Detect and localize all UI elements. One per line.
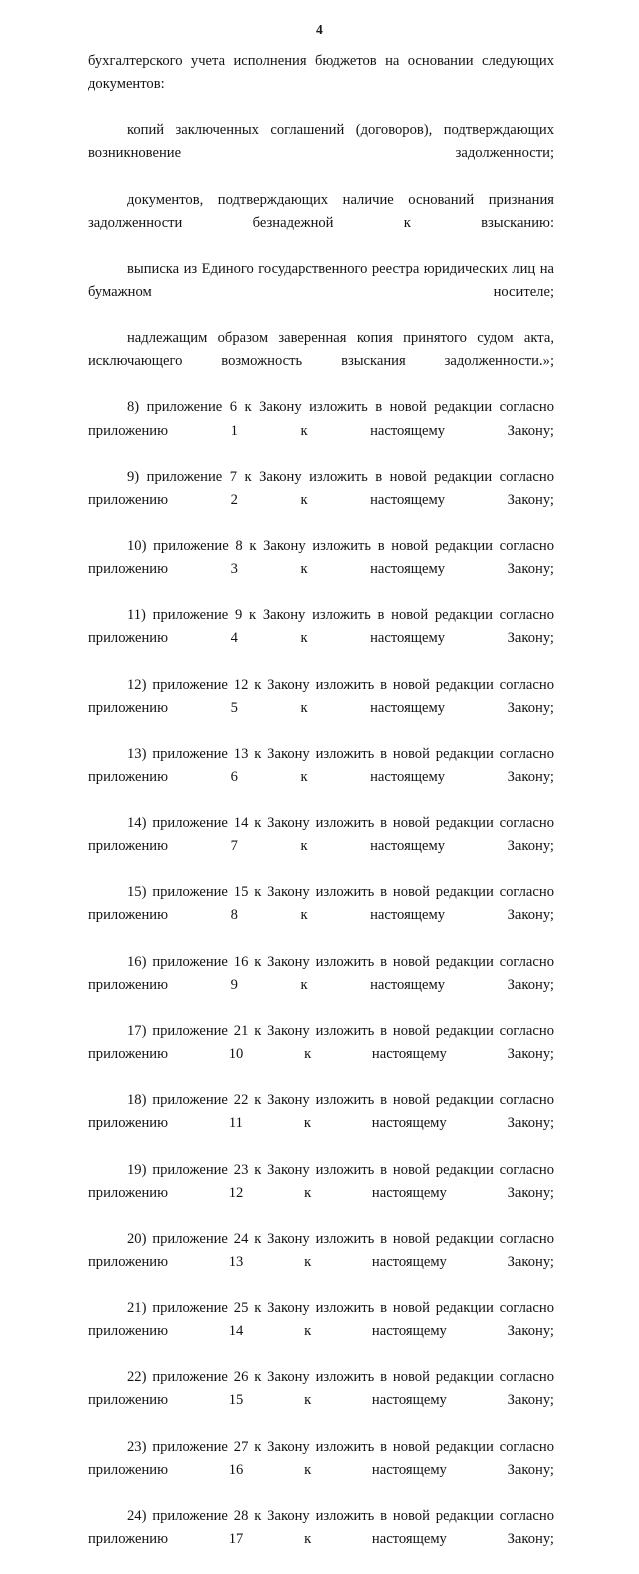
paragraph-continuation: бухгалтерского учета исполнения бюджетов на основании следующих документов:	[88, 53, 554, 93]
paragraph-item-23: 23) приложение 27 к Закону изложить в новой редакции согласно приложению 16 к настоящему Закону;	[88, 1438, 554, 1478]
paragraph-item-19: 19) приложение 23 к Закону изложить в новой редакции согласно приложению 12 к настоящему Закону;	[88, 1161, 554, 1201]
paragraph-item-14: 14) приложение 14 к Закону изложить в новой редакции согласно приложению 7 к настоящему Закону;	[88, 815, 554, 855]
paragraph-sub-2: документов, подтверждающих наличие оснований признания задолженности безнадежной к взысканию:	[88, 191, 554, 231]
paragraph-item-15: 15) приложение 15 к Закону изложить в новой редакции согласно приложению 8 к настоящему Закону;	[88, 884, 554, 924]
paragraph-item-16: 16) приложение 16 к Закону изложить в новой редакции согласно приложению 9 к настоящему Закону;	[88, 953, 554, 993]
paragraph-item-24: 24) приложение 28 к Закону изложить в новой редакции согласно приложению 17 к настоящему Закону;	[88, 1507, 554, 1547]
paragraph-sub-3: выписка из Единого государственного реестра юридических лиц на бумажном носителе;	[88, 260, 554, 300]
paragraph-sub-4: надлежащим образом заверенная копия принятого судом акта, исключающего возможность взыскания задолженности.»;	[88, 330, 554, 370]
paragraph-item-21: 21) приложение 25 к Закону изложить в новой редакции согласно приложению 14 к настоящему Закону;	[88, 1300, 554, 1340]
paragraph-item-9: 9) приложение 7 к Закону изложить в новой редакции согласно приложению 2 к настоящему Закону;	[88, 468, 554, 508]
paragraph-item-22: 22) приложение 26 к Закону изложить в новой редакции согласно приложению 15 к настоящему Закону;	[88, 1369, 554, 1409]
paragraph-sub-1: копий заключенных соглашений (договоров), подтверждающих возникновение задолженности;	[88, 122, 554, 162]
paragraph-item-12: 12) приложение 12 к Закону изложить в новой редакции согласно приложению 5 к настоящему Закону;	[88, 676, 554, 716]
paragraph-item-11: 11) приложение 9 к Закону изложить в новой редакции согласно приложению 4 к настоящему Закону;	[88, 607, 554, 647]
paragraph-item-13: 13) приложение 13 к Закону изложить в новой редакции согласно приложению 6 к настоящему Закону;	[88, 745, 554, 785]
page-number: 4	[316, 22, 323, 37]
paragraph-item-8: 8) приложение 6 к Закону изложить в новой редакции согласно приложению 1 к настоящему Закону;	[88, 399, 554, 439]
paragraph-item-18: 18) приложение 22 к Закону изложить в новой редакции согласно приложению 11 к настоящему Закону;	[88, 1092, 554, 1132]
paragraph-item-10: 10) приложение 8 к Закону изложить в новой редакции согласно приложению 3 к настоящему Закону;	[88, 537, 554, 578]
document-body	[88, 50, 554, 1574]
paragraph-item-17: 17) приложение 21 к Закону изложить в новой редакции согласно приложению 10 к настоящему Закону;	[88, 1022, 554, 1063]
paragraph-item-20: 20) приложение 24 к Закону изложить в новой редакции согласно приложению 13 к настоящему Закону;	[88, 1230, 554, 1270]
